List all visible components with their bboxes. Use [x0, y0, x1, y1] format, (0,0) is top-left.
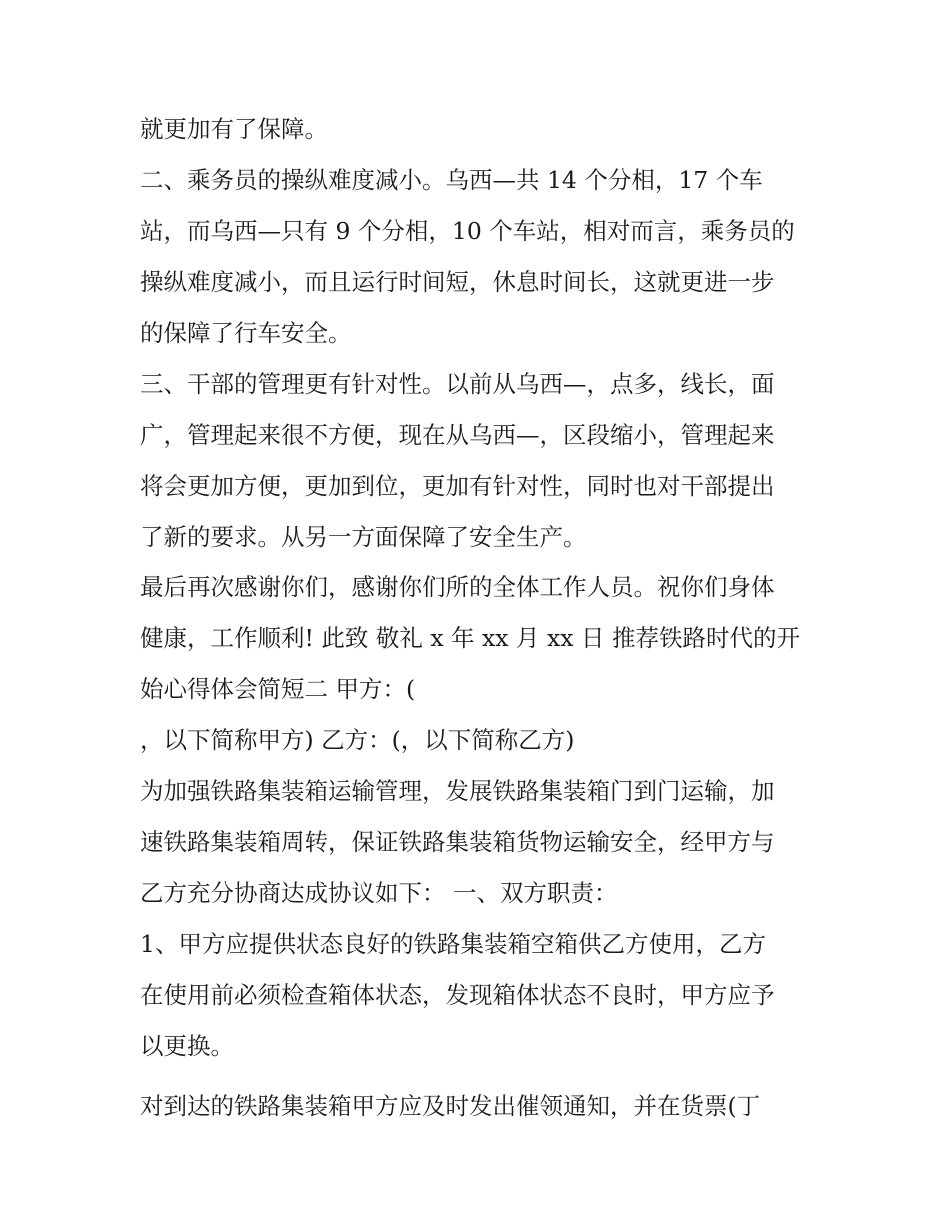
text-line: 广，管理起来很不方便，现在从乌西—，区段缩小，管理起来: [140, 421, 775, 449]
text-line: 的保障了行车安全。: [140, 319, 352, 347]
text-line: 在使用前必须检查箱体状态，发现箱体状态不良时，甲方应予: [140, 981, 775, 1009]
text-line: 1、甲方应提供状态良好的铁路集装箱空箱供乙方使用，乙方: [140, 930, 766, 958]
text-line: 以更换。: [140, 1032, 234, 1060]
text-line: 为加强铁路集装箱运输管理，发展铁路集装箱门到门运输，加: [140, 777, 775, 805]
text-line: 将会更加方便，更加到位，更加有针对性，同时也对干部提出: [140, 472, 775, 500]
text-line: 对到达的铁路集装箱甲方应及时发出催领通知，并在货票(丁: [140, 1092, 761, 1120]
text-line: 就更加有了保障。: [140, 115, 328, 143]
text-line: 健康，工作顺利! 此致 敬礼 x 年 xx 月 xx 日 推荐铁路时代的开: [140, 624, 800, 652]
text-line: 二、乘务员的操纵难度减小。乌西—共 14 个分相，17 个车: [140, 166, 763, 194]
text-line: 站，而乌西—只有 9 个分相，10 个车站，相对而言，乘务员的: [140, 217, 795, 245]
text-line: 最后再次感谢你们，感谢你们所的全体工作人员。祝你们身体: [140, 573, 775, 601]
text-line: 操纵难度减小，而且运行时间短，休息时间长，这就更进一步: [140, 268, 775, 296]
text-line: 始心得体会简短二 甲方：(: [140, 675, 416, 703]
text-line: 了新的要求。从另一方面保障了安全生产。: [140, 523, 587, 551]
text-line: 三、干部的管理更有针对性。以前从乌西—，点多，线长，面: [140, 370, 775, 398]
text-line: 速铁路集装箱周转，保证铁路集装箱货物运输安全，经甲方与: [140, 828, 775, 856]
text-line: ，以下简称甲方) 乙方：(，以下简称乙方): [140, 726, 575, 754]
text-line: 乙方充分协商达成协议如下： 一、双方职责：: [140, 879, 618, 907]
